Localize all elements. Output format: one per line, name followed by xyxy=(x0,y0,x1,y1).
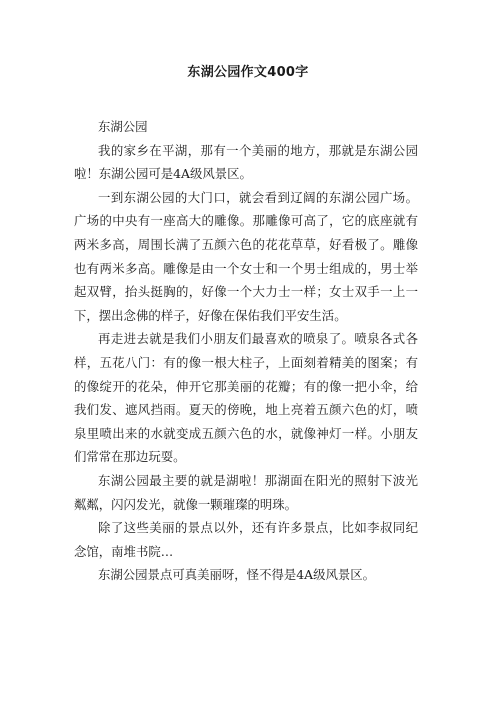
paragraph: 东湖公园最主要的就是湖啦！那湖面在阳光的照射下波光粼粼，闪闪发光，就像一颗璀璨的明珠。 xyxy=(74,472,418,512)
paragraph: 除了这些美丽的景点以外，还有许多景点，比如李叔同纪念馆，南堆书院… xyxy=(74,520,418,559)
paragraph: 东湖公园景点可真美丽呀，怪不得是4A级风景区。 xyxy=(98,567,376,583)
document-title: 东湖公园作文400字 xyxy=(187,65,309,80)
paragraph: 我的家乡在平湖，那有一个美丽的地方，那就是东湖公园啦！东湖公园可是4A级风景区。 xyxy=(74,142,418,182)
paragraph: 一到东湖公园的大门口，就会看到辽阔的东湖公园广场。广场的中央有一座高大的雕像。那雕像可高了，它的底座就有两米多高，周围长满了五颜六色的花花草草，好看极了。雕像也有两米多高。雕像是由一个女士和一个男士组成的，男士举起双臂，抬头挺胸的，好像一个大力士一样；女士双手一上一下，摆出念佛的样子，好像在保佑我们平安生活。 xyxy=(74,189,418,323)
paragraph-subtitle: 东湖公园 xyxy=(98,119,148,134)
document-body xyxy=(74,115,418,587)
paragraph: 再走进去就是我们小朋友们最喜欢的喷泉了。喷泉各式各样，五花八门：有的像一根大柱子，上面刻着精美的图案；有的像绽开的花朵，伸开它那美丽的花瓣；有的像一把小伞，给我们发、遮风挡雨。夏天的傍晚，地上亮着五颜六色的灯，喷泉里喷出来的水就变成五颜六色的水，就像神灯一样。小朋友们常常在那边玩耍。 xyxy=(74,331,418,465)
